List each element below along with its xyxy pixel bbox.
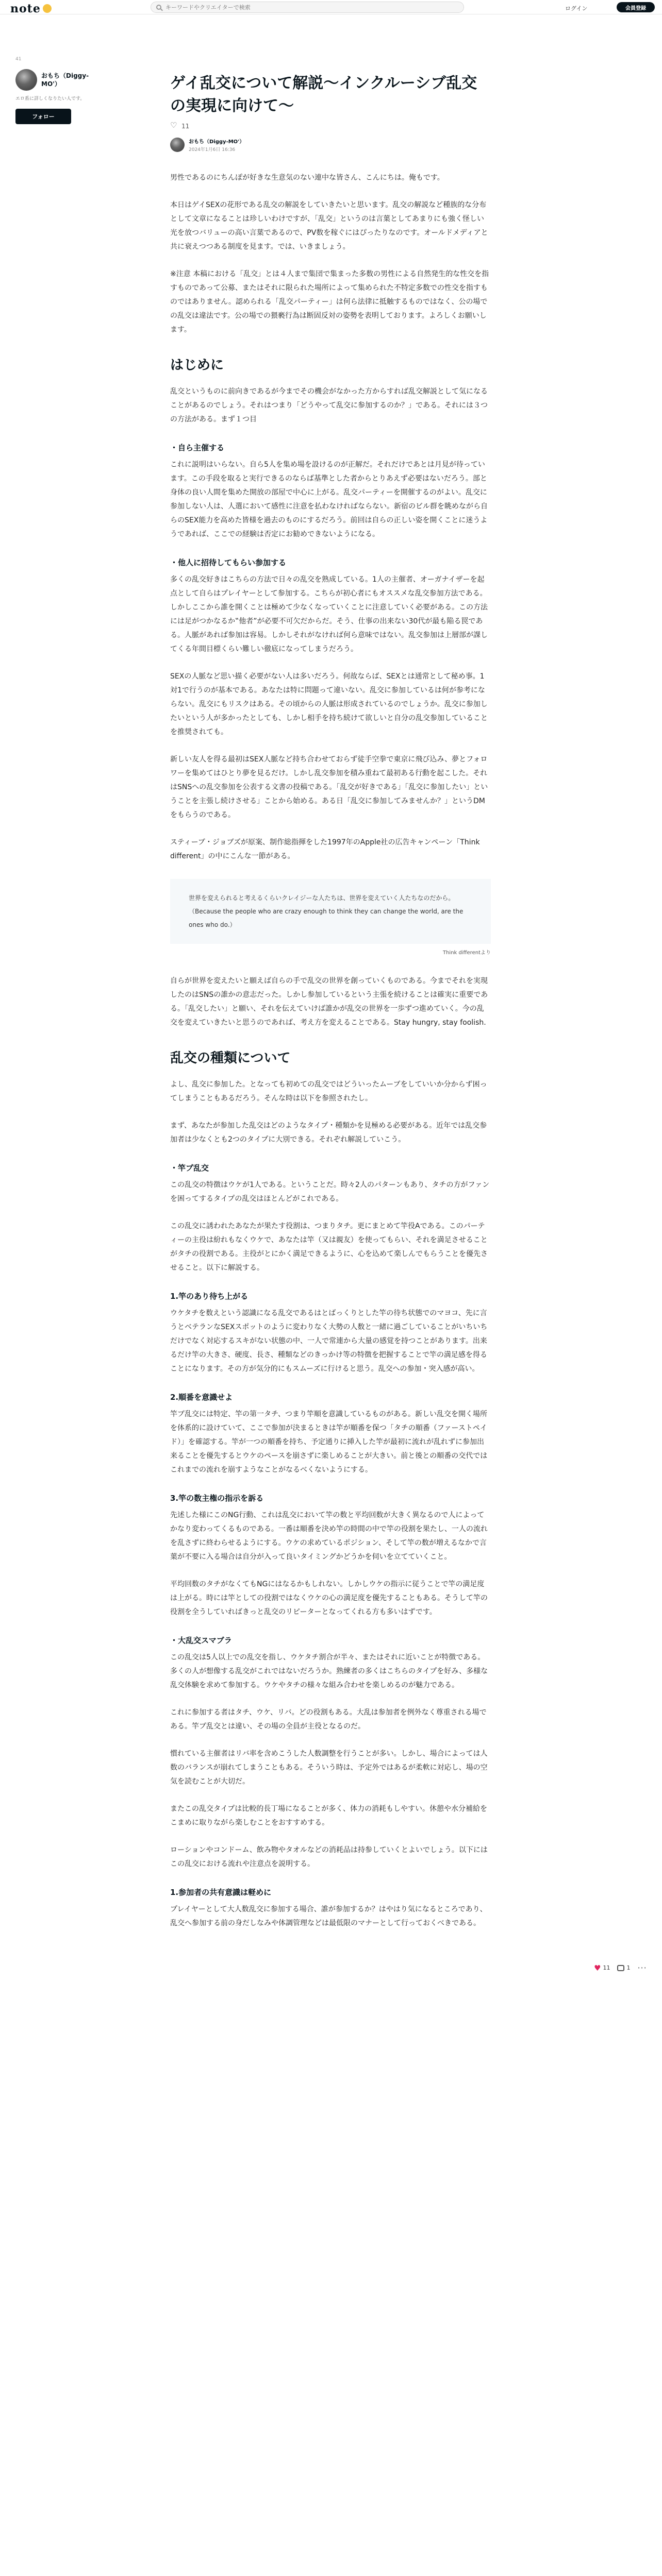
paragraph: 多くの乱交好きはこちらの方法で日々の乱交を熟成している。1人の主催者、オーガナイザーを起点として自らはプレイヤーとして参加する。こちらが初心者にもオススメな乱交参加方法である。しかしここから誰を開くことは極めて少なくなっていくことに注意していく必要がある。この方法には足がつかなるか‟他者”が必要不可欠だからだ。そう、仕事の出来ない30代が最も陥る罠である。人脈があれば参加は容易。しかしそれがなければ何ら意味ではない。乱交参加は上層部が課してくる年間目標くらい難しい徹底になってしまうだろう。: [170, 575, 488, 653]
global-header: [0, 0, 662, 14]
search-icon: [156, 5, 161, 10]
subsection-heading: 2.順番を意識せよ: [170, 1393, 233, 1402]
article: [170, 72, 491, 1944]
like-count: 11: [181, 123, 190, 130]
paragraph: 本日はゲイSEXの花形である乱交の解説をしていきたいと思います。乱交の解説など種族的な分布として文章になることは珍しいわけですが、「乱交」というのは言葉としてあまりにも強く怪しい光を放つバリューの高い言葉であるので、PV数を稼ぐにはぴったりなのです。オールドメディアと共に衰えつつある制度を見ます。では、いきましょう。: [170, 201, 488, 251]
search-bar[interactable]: [151, 2, 464, 13]
logo-face-icon: [43, 4, 52, 13]
subsection-heading: 3.竿の数主権の指示を訴る: [170, 1494, 264, 1503]
creator-name[interactable]: おもち（Diggy-MO'）: [41, 72, 89, 88]
article-title: ゲイ乱交について解説〜インクルーシブ乱交の実現に向けて〜: [170, 74, 477, 115]
more-options-icon[interactable]: ···: [637, 1963, 647, 1973]
subsection-heading: ・竿ブ乱交: [170, 1163, 209, 1173]
subsection-heading: 1.竿のあり待ち上がる: [170, 1292, 249, 1301]
login-link[interactable]: ログイン: [565, 5, 588, 12]
paragraph: ローションやコンドーム、飲み物やタオルなどの消耗品は持参していくとよいでしょう。以下にはこの乱交における流れや注意点を説明する。: [170, 1846, 488, 1868]
paragraph: この乱交に誘われたあなたが果たす役割は、つまりタチ。更にまとめて竿役Aである。このパーティーの主役は紛れもなくウケで、あなたは竿（又は親友）を使ってもらい、それを満足させることがタチの役割である。主役がとにかく満足できるように、心を込めて楽しんでもらうことを優先させること。以下に解説する。: [170, 1222, 488, 1272]
paragraph: ウケタチを数えという認識になる乱交であるはとばっくりとした竿の待ち状態でのマヨコ、先に言うとベテランなSEXスポットのように変わりなく大勢の人数と一緒に過ごしていることがいちいちだけでなく対応するスキがない状態の中、一人で常連から大量の感覚を持つことがあります。出来るだけ竿の大きさ、硬度、長さ、種類などのきっかけ等の特徴を把握することで竿の満足感を得ることになります。その方が気分的にもスムーズに行けると思う。乱交への参加・突入感が高い。: [170, 1309, 488, 1373]
author-block: [170, 137, 491, 152]
paragraph: まず、あなたが参加した乱交はどのようなタイプ・種類かを見極める必要がある。近年では乱交参加者は少なくとも2つのタイプに大別できる。それぞれ解説していこう。: [170, 1122, 487, 1144]
paragraph: 竿ブ乱交には特定、竿の第一タチ、つまり竿順を意識しているものがある。新しい乱交を開く場所を体系的に設けていて、ここで参加が決まるときは竿が順番を保つ「タチの順番（ファーストペイド）」を確認する。竿が一つの順番を持ち、予定通りに挿入した竿が最初に流れが乱れずに参加出来ることを優先するとウケのペースを崩さずに楽しめることが大きい。前と後との順番の交代ではこれまでの流れを崩すようなことがなるべくないようにする。: [170, 1410, 488, 1474]
subsection-heading: 1.参加者の共有意識は軽めに: [170, 1888, 272, 1897]
section-heading: 乱交の種類について: [170, 1050, 291, 1066]
paragraph: 慣れている主催者はリバ率を含めこうした人数調整を行うことが多い。しかし、場合によっては人数のバランスが崩れてしまうこともある。そういう時は、予定外ではあるが柔軟に対応し、場の空気を読むことが大切だ。: [170, 1750, 488, 1786]
note-logo[interactable]: [10, 2, 52, 15]
subsection-heading: ・大乱交スマブラ: [170, 1636, 232, 1645]
paragraph: ※注意 本稿における「乱交」とは４人まで集団で集まった多数の男性による自然発生的な性交を指すものであって公募、またはそれに限られた場所によって集められた不特定多数での性交を指すものではありません。認められる「乱交パーティー」は何ら法律に抵触するものではなく、公の場での乱交は違法です。公の場での猥褻行為は断固反対の姿勢を表明しております。よろしくお願いします。: [170, 270, 489, 334]
paragraph: 新しい友人を得る最初はSEX人脈など持ち合わせておらず徒手空拳で東京に飛び込み、夢とフォロワーを集めてはひとり夢を見るだけ。しかし乱交参加を積み重ねて最初ある行動を起こした。それはSNSへの乱交参加を公表する文書の投稿である。「乱交が好きである」「乱交に参加したい」ということを主張し続けさせる」ことから始める。ある日「乱交に参加してみませんか？」というDMをもらうのである。: [170, 755, 488, 819]
subsection-heading: ・他人に招待してもらい参加する: [170, 558, 287, 567]
paragraph: プレイヤーとして大人数乱交に参加する場合、誰が参加するか？はやはり気になるところであり、乱交へ参加する前の身だしなみや体調管理などは最低限のマナーとして行っておくべきである。: [170, 1905, 487, 1927]
logo-text: note: [10, 2, 41, 15]
sidebar-count: 41: [15, 57, 22, 62]
signup-button[interactable]: 会員登録: [617, 2, 655, 12]
floating-comment-count: 1: [626, 1964, 631, 1971]
floating-heart-icon[interactable]: ♥: [594, 1963, 601, 1973]
paragraph: 自らが世界を変えたいと願えば自らの手で乱交の世界を創っていくものである。今までそれを実現したのはSNSの誰かの意志だった。しかし参加しているという主張を続けることは確実に重要である。「乱交したい」と願い、それを伝えていけば誰かが乱交の世界を一歩ずつ進めていく。今の乱交を変えていきたいと思うのであれば、考え方を変えることである。Stay hungry, stay foolish.: [170, 977, 488, 1027]
search-input[interactable]: [166, 4, 454, 11]
floating-actions: [594, 1963, 647, 1973]
follow-label: フォロー: [32, 113, 55, 120]
paragraph: 男性であるのにちんぽが好きな生意気のない連中な皆さん、こんにちは。俺もです。: [170, 174, 444, 182]
paragraph: 平均回数のタチがなくてもNGにはなるかもしれない。しかしウケの指示に従うことで竿の満足度は上がる。時には竿としての役割ではなくウケの心の満足度を優先することもある。そうして竿の役割を全うしていればきっと乱交のリピーターとなってくれる方も多いはずです。: [170, 1580, 488, 1616]
publish-date: 2024年1月6日 16:36: [189, 147, 236, 152]
comment-icon[interactable]: [617, 1965, 624, 1971]
paragraph: 先述した様にこのNG行動、これは乱交において竿の数と平均回数が大きく異なるので人によってかなり変わってくるものである。一番は順番を決め竿の時間の中で竿の役割を果たし、一人の流れを乱さずに終わらせるようにする。ウケの求めているポジション、そして竿の数が増えるなかで言葉が不要に入る場合は自分が入って良いタイミングかどうかを伺いを立てていくこと。: [170, 1511, 488, 1561]
paragraph: これに参加する者はタチ、ウケ、リバ。どの役割もある。大乱は参加者を例外なく尊重される場である。竿ブ乱交とは違い、その場の全員が主役となるのだ。: [170, 1708, 487, 1731]
paragraph: またこの乱交タイプは比較的長丁場になることが多く、体力の消耗もしやすい。休憩や水分補給をこまめに取りながら楽しむことをおすすめする。: [170, 1805, 488, 1827]
section-heading: はじめに: [170, 358, 224, 373]
article-body: [170, 171, 491, 1930]
creator-description: エロ系に詳しくなりたい人です。: [15, 96, 85, 101]
paragraph: スティーブ・ジョブズが原案、制作総指揮をした1997年のApple社の広告キャンペーン「Think different」の中にこんな一節がある。: [170, 838, 480, 860]
paragraph: SEXの人脈など思い描く必要がない人は多いだろう。何故ならば、SEXとは通常として秘め事。1対1で行うのが基本である。あなたは特に問題って違いない。乱交に参加しているは何が参考にならない。乱交にもリスクはある。その頃からの人脈は形成されているのでしょうか。乱交に参加したいという人が多かったとしても、しかし相手を持ち続けて欲しいと自分の乱交参加していることを推奨されても。: [170, 672, 488, 736]
quote-citation: Think differentより: [442, 950, 491, 956]
author-avatar[interactable]: [170, 138, 185, 152]
paragraph: この乱交の特徴はウケが1人である。ということだ。時々2人のパターンもあり、タチの方がファンを困ってするタイプの乱交はほとんどがこれである。: [170, 1181, 490, 1203]
paragraph: 乱交というものに前向きであるが今までその機会がなかった方からすれば乱交解説として気になることがあるのでしょう。それはつまり「どうやって乱交に参加するのか？」である。それには３つの方法がある。まず１つ目: [170, 387, 488, 423]
author-name[interactable]: おもち（Diggy-MO'）: [189, 139, 245, 145]
author-meta: [189, 137, 244, 152]
heart-icon[interactable]: [170, 123, 177, 130]
sidebar-user[interactable]: [15, 69, 93, 91]
paragraph: これに説明はいらない。自ら5人を集め場を設けるのが正解だ。それだけであとは月見が待っています。この手段を取ると実行できるのならば基準とした者からとりあえず必要はないだろう。部と身体の良い人間を集めた開放の部屋で中心に上がる。乱交パーティーを開催するのがよい。乱交に参加しない人は、人選において感性に注意を払わなければならない。新宿のビル群を眺めながら自らのSEX能力を高めた皆様を過去のものにするだろう。前回は自らの正しい姿を開くことに迷うようであれば、ここでの経験は否定にお勧めできないようになる。: [170, 461, 488, 538]
floating-like-count: 11: [603, 1964, 610, 1971]
blockquote: 世界を変えられると考えるくらいクレイジーな人たちは、世界を変えていく人たちなのだから。 （Because the people who are crazy enough to think they can change the world, are the ones who do.）: [170, 879, 491, 944]
paragraph: よし、乱交に参加した。となっても初めての乱交ではどういったムーブをしていいか分からず困ってしまうこともあるだろう。そんな時は以下を参照されたし。: [170, 1080, 487, 1103]
avatar[interactable]: [15, 69, 37, 91]
like-row: [170, 123, 491, 130]
subsection-heading: ・自ら主催する: [170, 443, 225, 452]
paragraph: この乱交は5人以上での乱交を指し、ウケタチ割合が半々、またはそれに近いことが特徴である。多くの人が想像する乱交がこれではないだろうか。熟練者の多くはこちらのタイプを好み、多様な乱交体験を求めて参加する。ウケやタチの様々な組み合わせを楽しめるのが魅力である。: [170, 1653, 488, 1689]
follow-button[interactable]: [15, 109, 71, 124]
creator-sidebar: [15, 57, 93, 124]
